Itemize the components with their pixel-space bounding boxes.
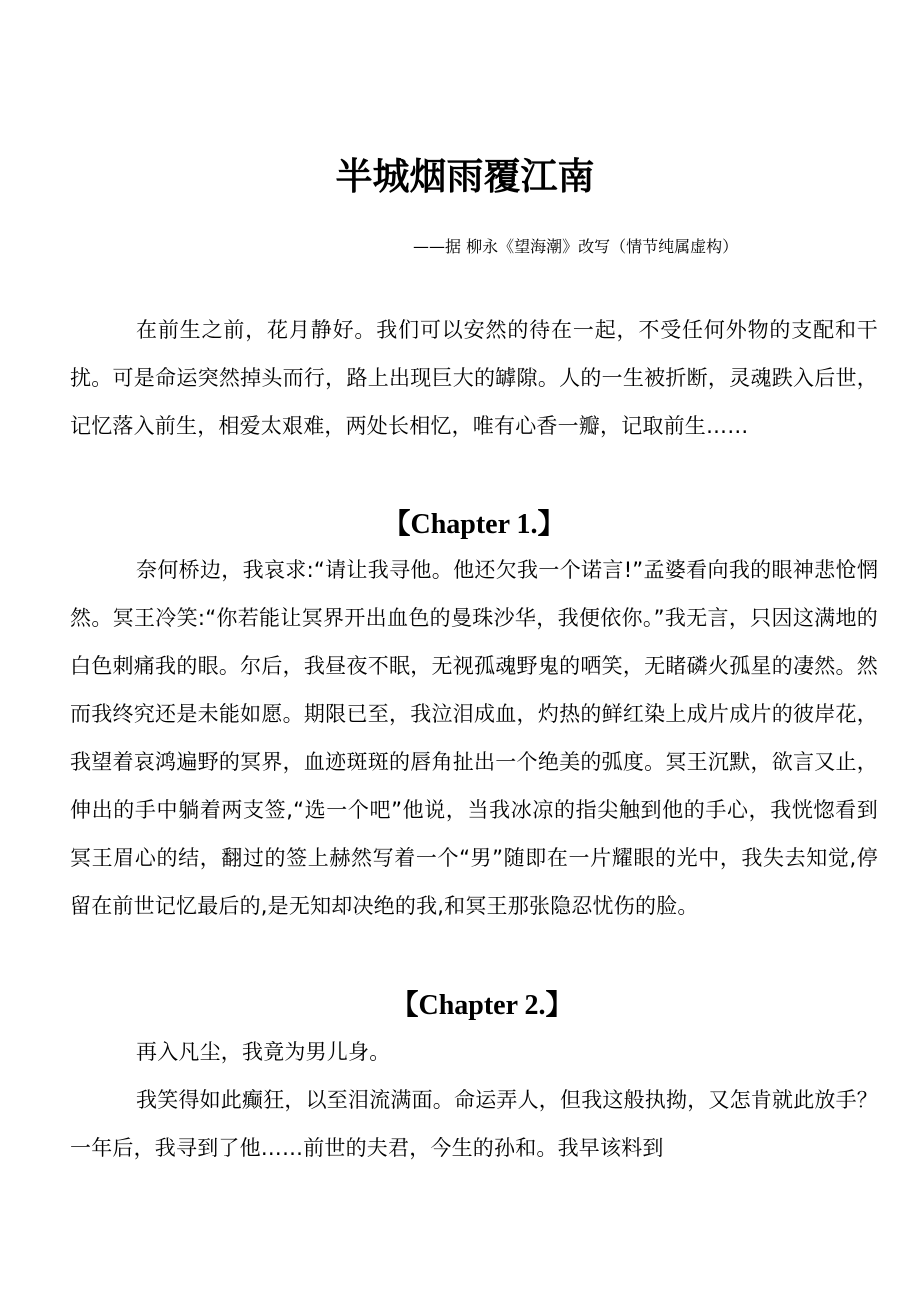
chapter-1-heading: 【Chapter 1.】: [382, 509, 566, 540]
document-title: 半城烟雨覆江南: [335, 155, 595, 198]
chapter-2-paragraph: 再入凡尘，我竟为男儿身。: [136, 1040, 391, 1064]
chapter-2-paragraph: 我笑得如此癫狂，以至泪流满面。命运弄人，但我这般执拗，又怎肯就此放手？一年后，我寻到了他……前世的夫君，今生的孙和。我早该料到: [70, 1088, 878, 1160]
chapter-2-heading: 【Chapter 2.】: [390, 990, 574, 1021]
intro-paragraph: 在前生之前，花月静好。我们可以安然的待在一起，不受任何外物的支配和干扰。可是命运突然掉头而行，路上出现巨大的罅隙。人的一生被折断，灵魂跌入后世，记忆落入前生，相爱太艰难，两处长相忆，唯有心香一瓣，记取前生……: [70, 318, 878, 438]
document-subtitle: ——据 柳永《望海潮》改写（情节纯属虚构）: [413, 237, 739, 256]
chapter-1-paragraph: 奈何桥边，我哀求:“请让我寻他。他还欠我一个诺言!”孟婆看向我的眼神悲怆惘然。冥王冷笑:“你若能让冥界开出血色的曼珠沙华，我便依你。”我无言，只因这满地的白色刺痛我的眼。尔后，我昼夜不眠，无视孤魂野鬼的哂笑，无睹磷火孤星的凄然。然而我终究还是未能如愿。期限已至，我泣泪成血，灼热的鲜红染上成片成片的彼岸花，我望着哀鸿遍野的冥界，血迹斑斑的唇角扯出一个绝美的弧度。冥王沉默，欲言又止，伸出的手中躺着两支签,“选一个吧”他说，当我冰凉的指尖触到他的手心，我恍惚看到冥王眉心的结，翻过的签上赫然写着一个“男”随即在一片耀眼的光中，我失去知觉,停留在前世记忆最后的,是无知却决绝的我,和冥王那张隐忍忧伤的脸。: [70, 558, 878, 918]
